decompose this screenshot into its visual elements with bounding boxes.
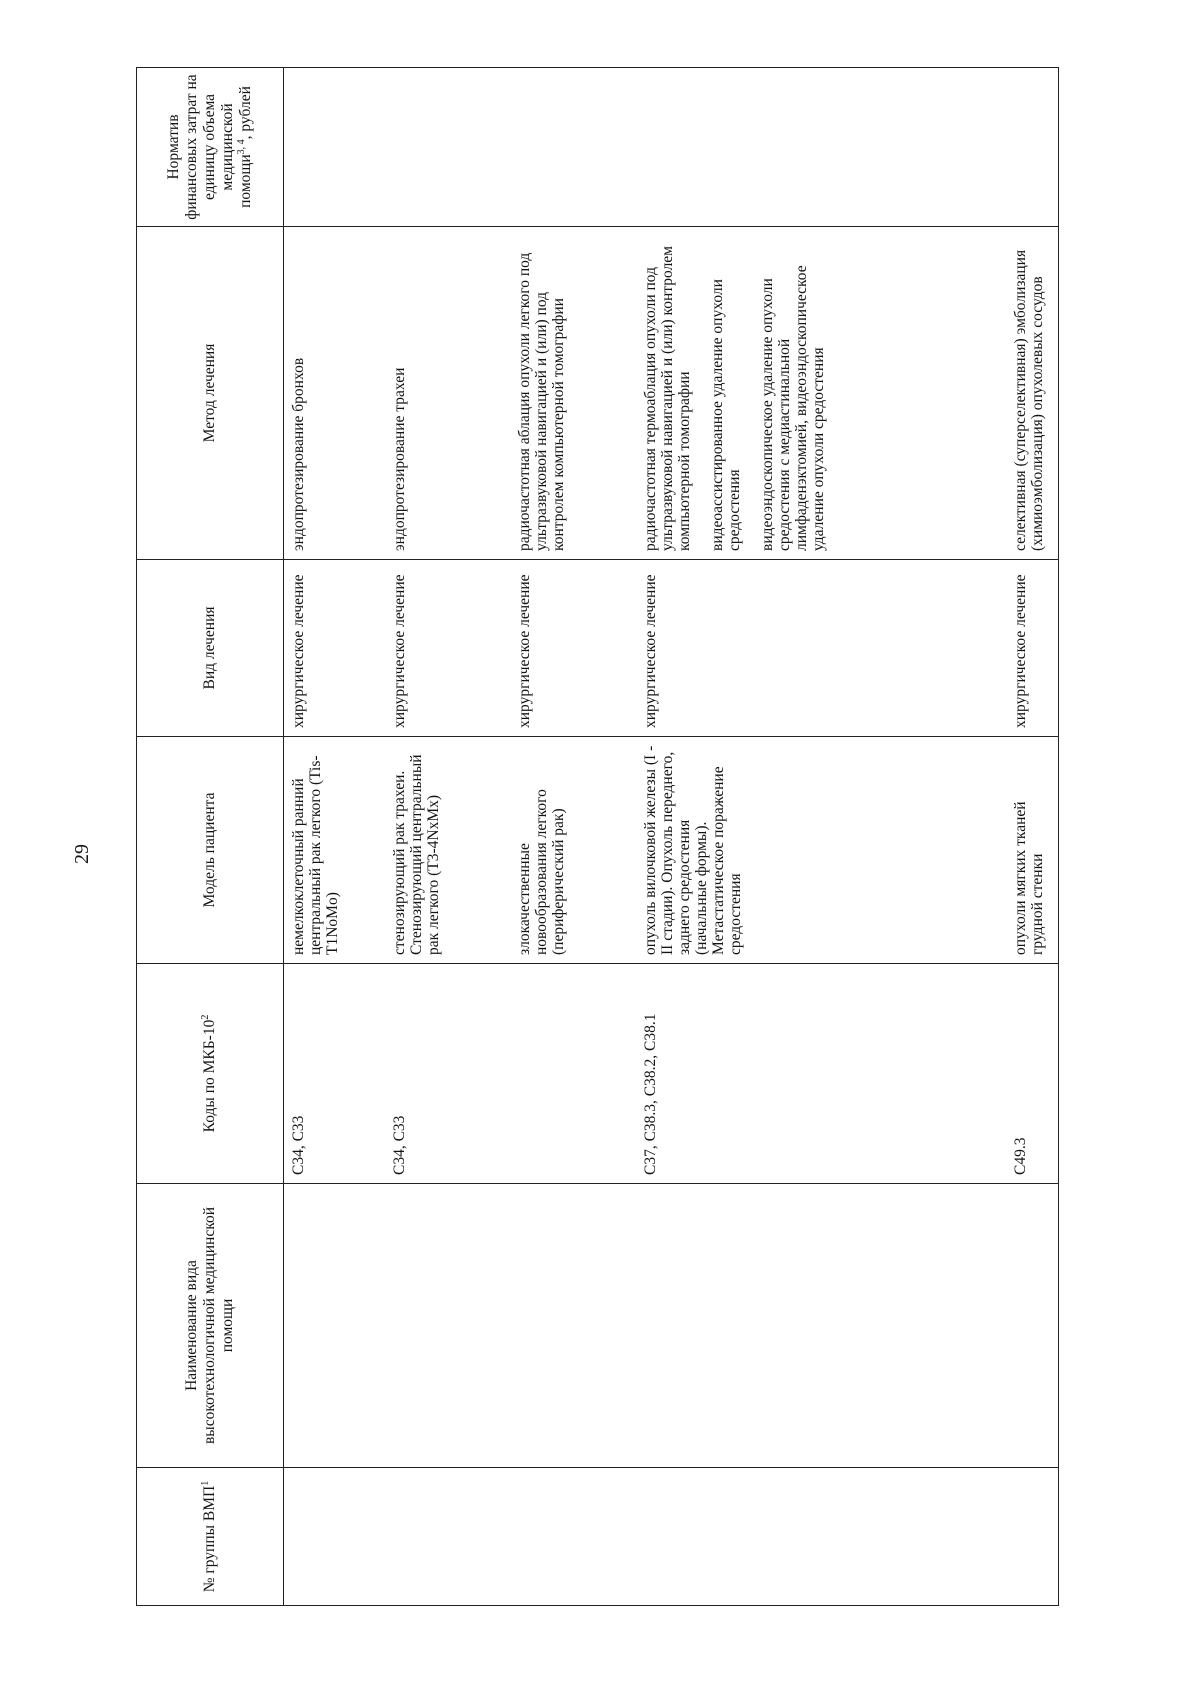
cell-treatment-method: [636, 227, 1006, 560]
method-entry: видеоассистированное удаление опухоли средостения: [708, 279, 743, 551]
cell-model: опухоль вилочковой железы (I - II стадии). Опухоль переднего, заднего средостения (начальные формы). Метастатическое поражение средостения: [636, 737, 1006, 964]
cell-hitech-name: [636, 1184, 1006, 1468]
table-header-row: [137, 68, 284, 1606]
cell-treatment-method: эндопротезирование бронхов: [284, 227, 385, 560]
table-row: [385, 68, 511, 1606]
cell-hitech-name: [385, 1184, 511, 1468]
cell-group-no: [284, 1468, 385, 1606]
cell-treatment-method: эндопротезирование трахеи: [385, 227, 511, 560]
cell-group-no: [1006, 1468, 1058, 1606]
cell-model: немелкоклеточный ранний центральный рак легкого (Tis-T1NoMo): [284, 737, 385, 964]
method-entry: радиочастотная термоаблация опухоли под ультразвуковой навигацией и (или) контролем компьютерной томографии: [641, 246, 693, 551]
cell-cost: [636, 68, 1006, 227]
table-row: [1006, 68, 1058, 1606]
method-entry: видеоэндоскопическое удаление опухоли средостения с медиастинальной лимфаденэктомией, видеоэндоскопическое удаление опухоли средостения: [758, 265, 827, 551]
cell-treatment-type: хирургическое лечение: [385, 560, 511, 737]
cell-hitech-name: [1006, 1184, 1058, 1468]
cell-treatment-type: хирургическое лечение: [284, 560, 385, 737]
cell-code: C34, C33: [284, 964, 385, 1184]
cell-model: опухоли мягких тканей грудной стенки: [1006, 737, 1058, 964]
vmp-table: [136, 67, 1059, 1606]
cell-treatment-method: радиочастотная аблация опухоли легкого под ультразвуковой навигацией и (или) под контролем компьютерной томографии: [510, 227, 636, 560]
header-group-no: № группы ВМП$^1$: [137, 1468, 284, 1606]
document-table-wrapper: [136, 68, 1059, 1606]
table-row: [510, 68, 636, 1606]
cell-group-no: [510, 1468, 636, 1606]
cell-code: C34, C33: [385, 964, 511, 1184]
cell-code: C37, C38.3, C38.2, C38.1: [636, 964, 1006, 1184]
header-codes: Коды по МКБ-$10^2$: [137, 964, 284, 1184]
header-hitech-name: Наименование вида высокотехнологичной медицинской помощи: [137, 1184, 284, 1468]
cell-model: стенозирующий рак трахеи. Стенозирующий центральный рак легкого (T3-4NxMx): [385, 737, 511, 964]
cell-model: злокачественные новообразования легкого (периферический рак): [510, 737, 636, 964]
cell-hitech-name: [284, 1184, 385, 1468]
cell-group-no: [385, 1468, 511, 1606]
cell-code: [510, 964, 636, 1184]
cell-treatment-method: селективная (суперселективная) эмболизация (химиоэмболизация) опухолевых сосудов: [1006, 227, 1058, 560]
cell-cost: [1006, 68, 1058, 227]
cell-cost: [284, 68, 385, 227]
cell-group-no: [636, 1468, 1006, 1606]
header-treatment-type: Вид лечения: [137, 560, 284, 737]
table-row: [636, 68, 1006, 1606]
cell-treatment-type: хирургическое лечение: [1006, 560, 1058, 737]
table-row: [284, 68, 385, 1606]
cell-cost: [510, 68, 636, 227]
cell-treatment-type: хирургическое лечение: [636, 560, 1006, 737]
cell-code: C49.3: [1006, 964, 1058, 1184]
cell-hitech-name: [510, 1184, 636, 1468]
header-treatment-method: Метод лечения: [137, 227, 284, 560]
header-patient-model: Модель пациента: [137, 737, 284, 964]
page-number: 29: [71, 844, 93, 864]
cell-treatment-type: хирургическое лечение: [510, 560, 636, 737]
cell-cost: [385, 68, 511, 227]
header-cost-norm: Норматив финансовых затрат на единицу объема медицинской помощи$^{3, 4}$, рублей: [137, 68, 284, 227]
